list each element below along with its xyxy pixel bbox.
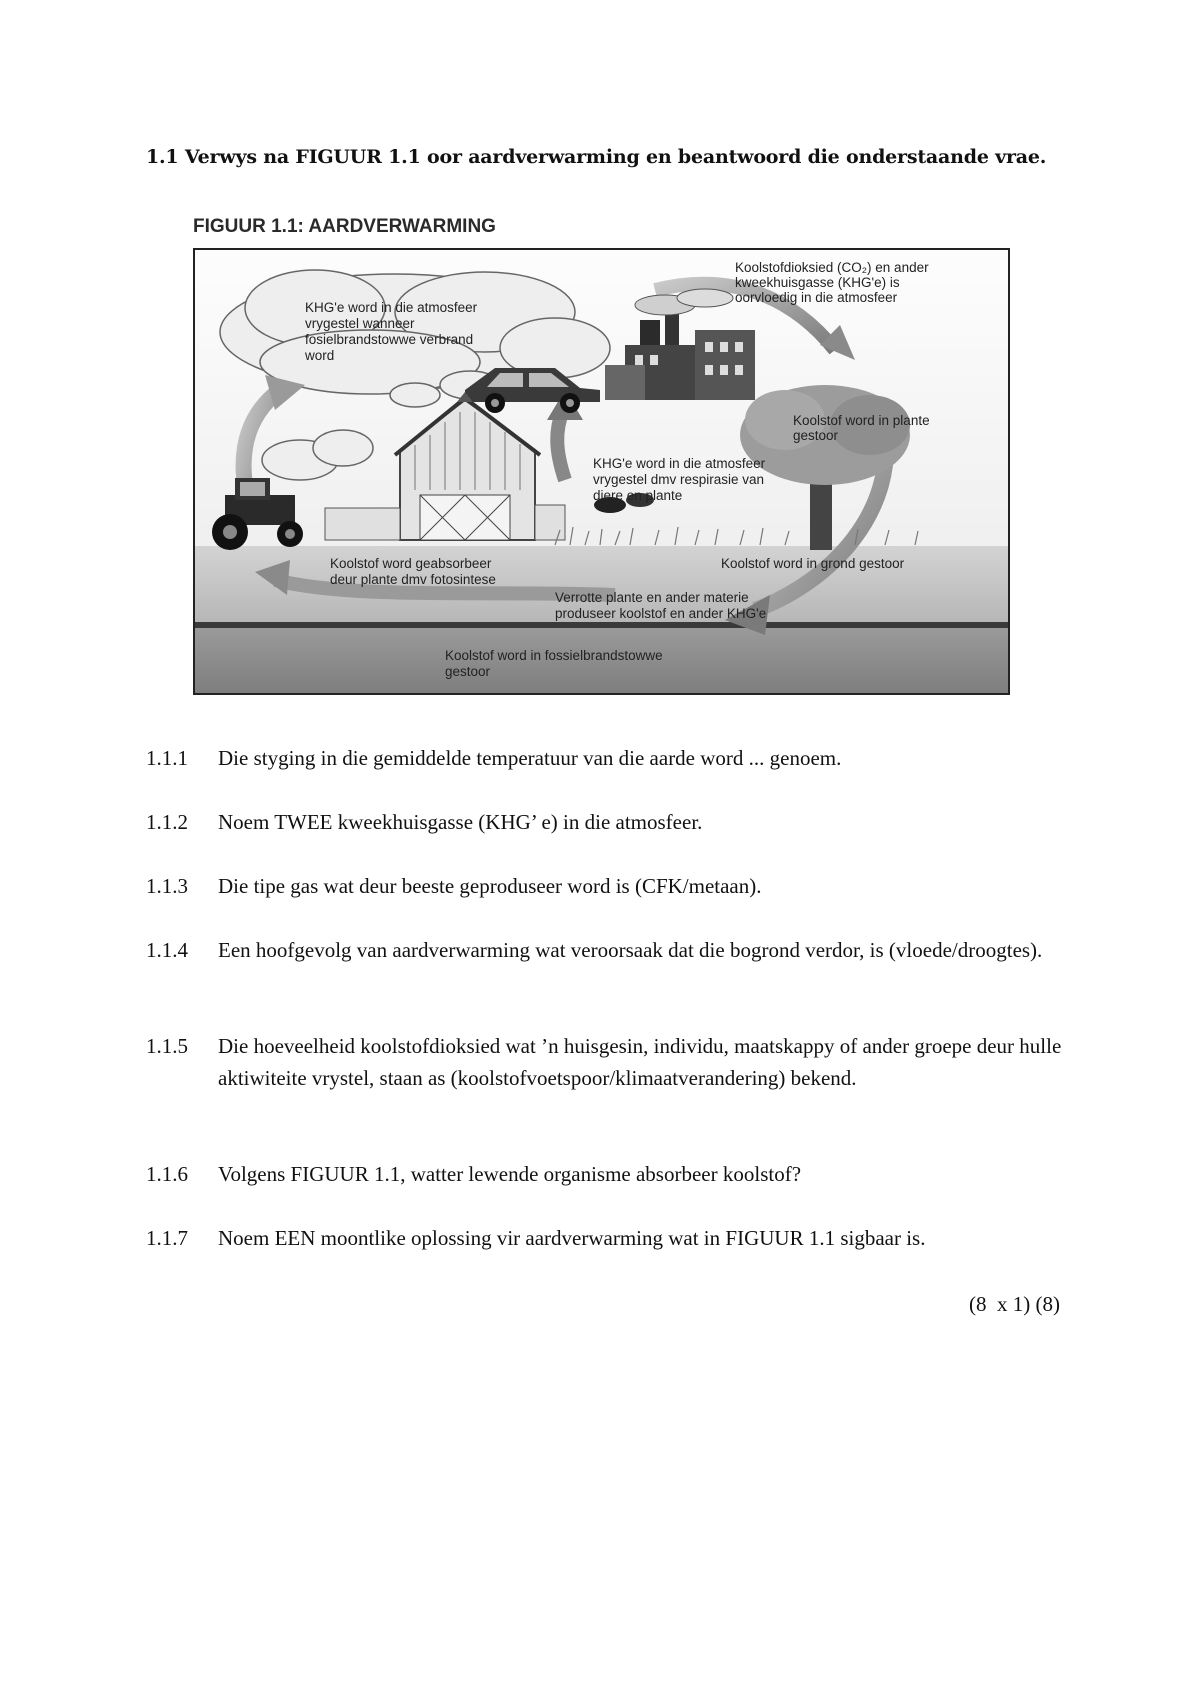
question-1-1-5 (146, 1030, 1076, 1094)
label-absorb-1: Koolstof word geabsorbeer (330, 556, 492, 571)
question-1-1-1 (146, 742, 1076, 774)
label-cloud-1: KHG'e word in die atmosfeer (305, 300, 478, 315)
question-number: 1.1.2 (146, 810, 188, 834)
label-resp-2: vrygestel dmv respirasie van (593, 472, 765, 487)
question-1-1-4 (146, 934, 1076, 966)
label-cloud-2: vrygestel wanneer (305, 316, 415, 331)
label-cloud-4: word (305, 348, 335, 363)
arrow-barn-up (557, 410, 565, 480)
label-co2-3: oorvloedig in die atmosfeer (735, 290, 898, 305)
question-number: 1.1.4 (146, 938, 188, 962)
label-absorb-2: deur plante dmv fotosintese (330, 572, 496, 587)
question-number: 1.1.7 (146, 1226, 188, 1250)
question-text: Die tipe gas wat deur beeste geproduseer word is (CFK/metaan). (218, 874, 762, 898)
label-ground: Koolstof word in grond gestoor (721, 556, 905, 571)
label-co2-2: kweekhuisgasse (KHG'e) is (735, 275, 900, 290)
question-1-1-2 (146, 806, 1076, 838)
label-cloud-3: fosielbrandstowwe verbrand (305, 332, 474, 347)
question-text: Die styging in die gemiddelde temperatuur van die aarde word ... genoem. (218, 746, 842, 770)
mark-allocation: (8 x 1) (8) (969, 1292, 1060, 1316)
question-number: 1.1.1 (146, 746, 188, 770)
question-number: 1.1.3 (146, 874, 188, 898)
global-warming-figure (193, 248, 1010, 695)
question-1-1-6 (146, 1158, 1076, 1190)
label-decay-1: Verrotte plante en ander materie (555, 590, 749, 605)
question-number: 1.1.6 (146, 1162, 188, 1186)
figure-title: FIGUUR 1.1: AARDVERWARMING (193, 216, 496, 237)
label-co2-1: Koolstofdioksied (CO₂) en ander (735, 260, 929, 275)
question-1-1-3 (146, 870, 1076, 902)
label-plants-1: Koolstof word in plante (793, 413, 930, 428)
label-decay-2: produseer koolstof en ander KHG'e (555, 606, 767, 621)
question-number: 1.1.5 (146, 1034, 188, 1058)
question-text: Volgens FIGUUR 1.1, watter lewende organisme absorbeer koolstof? (218, 1162, 802, 1186)
question-text: Die hoeveelheid koolstofdioksied wat ’n huisgesin, individu, maatskappy of ander groepe deur hulle aktiwiteite vrystel, staan as (koolstofvoetspoor/klimaatverandering) bekend. (218, 1034, 1062, 1090)
label-fossil-2: gestoor (445, 664, 491, 679)
question-text: Noem EEN moontlike oplossing vir aardverwarming wat in FIGUUR 1.1 sigbaar is. (218, 1226, 926, 1250)
carbon-cycle-illustration (195, 250, 1008, 693)
label-resp-3: diere en plante (593, 488, 683, 503)
question-1-1-7 (146, 1222, 1076, 1254)
question-text: Een hoofgevolg van aardverwarming wat veroorsaak dat die bogrond verdor, is (vloede/droogtes). (218, 938, 1043, 962)
label-fossil-1: Koolstof word in fossielbrandstowwe (445, 648, 663, 663)
section-heading: 1.1 Verwys na FIGUUR 1.1 oor aardverwarming en beantwoord die onderstaande vrae. (146, 146, 1047, 168)
question-text: Noem TWEE kweekhuisgasse (KHG’ e) in die atmosfeer. (218, 810, 703, 834)
label-resp-1: KHG'e word in die atmosfeer (593, 456, 766, 471)
label-plants-2: gestoor (793, 428, 839, 443)
